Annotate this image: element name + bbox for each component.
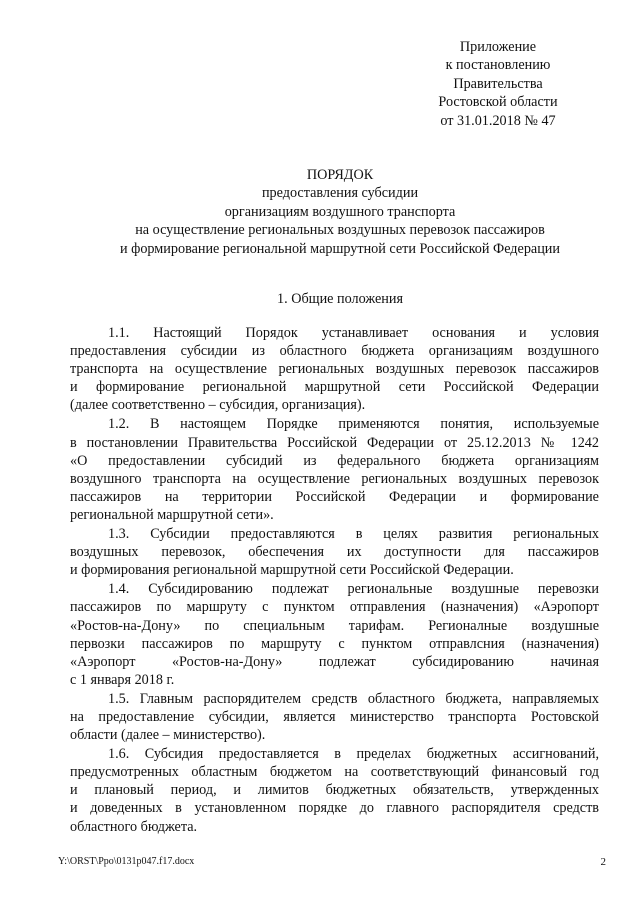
paragraph-1 (70, 324, 599, 414)
page-number: 2 (600, 856, 606, 868)
appendix-line: Правительства (453, 75, 543, 92)
paragraph-line: предусмотренных областным бюджетом на соответствующий финансовый год (70, 764, 599, 781)
paragraph-line: и формирование региональной маршрутной сети Российской Федерации (70, 379, 599, 396)
paragraph-line: в постановлении Правительства Российской Федерации от 25.12.2013 № 1242 (70, 434, 599, 451)
appendix-line: Приложение (459, 39, 537, 55)
appendix-header (420, 38, 576, 130)
paragraph-line: «Ростов-на-Дону» по специальным тарифам. Регионалные воздушные (70, 617, 599, 634)
paragraph-3 (70, 525, 599, 579)
paragraph-line: 1.1. Настоящий Порядок устанавливает основания и условия (108, 325, 599, 341)
paragraph-line: воздушных перевозок, обеспечения их доступности для пассажиров (70, 544, 599, 561)
paragraph-line: и формирования региональной маршрутной сети Российской Федерации. (70, 562, 514, 579)
paragraph-line: и плановый период, и лимитов бюджетных обязательств, утвержденных (70, 782, 599, 799)
paragraph-line: и доведенных в установленном порядке до главного распорядителя средств (70, 800, 599, 817)
paragraph-line: 1.4. Субсидированию подлежат региональные воздушные перевозки (108, 581, 599, 598)
paragraph-line: 1.2. В настоящем Порядке применяются понятия, используемые (108, 416, 599, 433)
paragraph-line: «Аэропорт «Ростов-на-Дону» подлежат субсидированию начиная (70, 653, 599, 670)
heading-line: и формирование региональной маршрутной сети Российской Федерации (120, 240, 560, 257)
appendix-line: Ростовской области (438, 94, 558, 111)
paragraph-6 (70, 745, 599, 835)
paragraph-line: области (далее – министерство). (70, 727, 266, 744)
paragraph-4 (70, 580, 599, 689)
heading-line: на осуществление региональных воздушных перевозок пассажиров (135, 222, 545, 239)
paragraph-line: (далее соответственно – субсидия, организация). (70, 397, 366, 414)
paragraph-line: 1.6. Субсидия предоставляется в пределах бюджетных ассигнований, (108, 746, 599, 763)
paragraph-line: предоставления субсидии из областного бюджета организациям воздушного (70, 343, 599, 360)
document-heading (40, 166, 640, 258)
paragraph-line: региональной маршрутной сети». (70, 506, 274, 523)
paragraph-2 (70, 415, 599, 524)
paragraph-line: 1.5. Главным распорядителем средств областного бюджета, направляемых (108, 690, 599, 707)
paragraph-line: областного бюджета. (70, 818, 198, 835)
page-footer (58, 856, 606, 868)
heading-line: предоставления субсидии (261, 185, 419, 202)
paragraph-line: транспорта на осуществление региональных воздушных перевозок пассажиров (70, 361, 599, 378)
paragraph-line: воздушного транспорта на осуществление региональных воздушных перевозок (70, 470, 599, 487)
paragraph-5 (70, 690, 599, 744)
paragraph-line: 1.3. Субсидии предоставляются в целях развития региональных (108, 526, 599, 543)
paragraph-line: пассажиров на территории Российской Федерации и формирование (70, 488, 599, 505)
paragraph-line: первозки пассажиров по маршруту с пунктом отправлcния (назначения) (70, 635, 599, 652)
section-title: 1. Общие положения (277, 291, 403, 307)
document-title: ПОРЯДОК (306, 167, 374, 183)
appendix-line: от 31.01.2018 № 47 (440, 112, 556, 129)
paragraph-line: пассажиров по маршруту с пунктом отправления (назначения) «Аэропорт (70, 599, 599, 616)
paragraph-line: с 1 января 2018 г. (70, 671, 175, 688)
document-body (70, 324, 599, 837)
appendix-line: к постановлению (445, 57, 551, 74)
file-path: Y:\ORST\Ppo\0131p047.f17.docx (58, 856, 195, 867)
heading-line: организациям воздушного транспорта (224, 203, 456, 220)
paragraph-line: «О предоставлении субсидий из федерального бюджета организациям (70, 452, 599, 469)
paragraph-line: на предоставление субсидии, является министерство транспорта Ростовской (70, 708, 599, 725)
